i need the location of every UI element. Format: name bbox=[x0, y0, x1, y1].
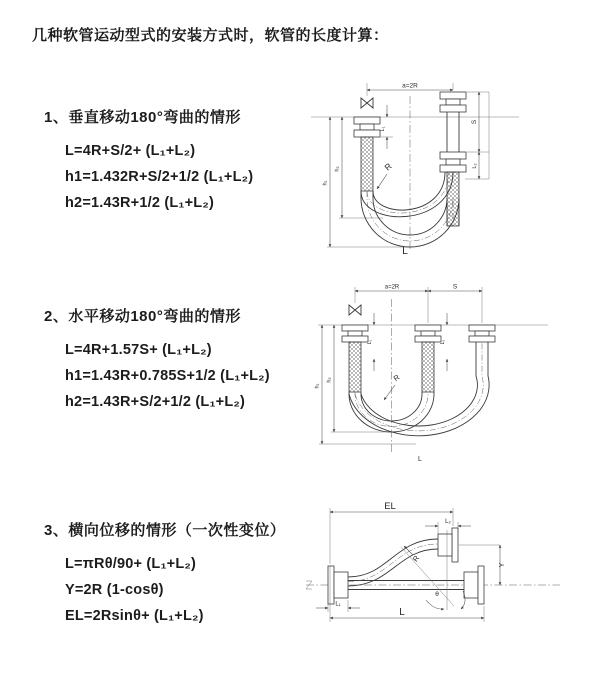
section-1-heading: 1、垂直移动180°弯曲的情形 bbox=[44, 109, 241, 126]
dim-y-label: Y bbox=[499, 562, 506, 568]
left-pipe-fitting bbox=[354, 117, 380, 191]
diagram-lateral-displacement bbox=[298, 496, 588, 658]
angle-theta-label: θ bbox=[435, 591, 439, 598]
formula-length: L=πRθ/90+ (L₁+L₂) bbox=[65, 556, 197, 572]
dim-l2-label: L₂ bbox=[440, 339, 446, 345]
radius-label: R bbox=[382, 160, 394, 173]
page-title: 几种软管运动型式的安装方式时，软管的长度计算： bbox=[32, 27, 389, 44]
hose-displaced-position bbox=[348, 539, 438, 586]
formula-h1: h1=1.43R+0.785S+1/2 (L₁+L₂) bbox=[65, 368, 270, 384]
dim-l1-label: L₁ bbox=[367, 339, 373, 345]
valve-icon bbox=[349, 305, 361, 315]
right-flange bbox=[464, 566, 484, 604]
dim-h2-label: h₂ bbox=[334, 166, 341, 172]
braided-hose-section bbox=[361, 137, 373, 191]
section-horizontal-movement bbox=[44, 305, 270, 415]
section-lateral-displacement bbox=[44, 519, 285, 629]
diagram-horizontal-movement bbox=[308, 281, 558, 469]
radius-label: R bbox=[391, 372, 402, 384]
length-label: L bbox=[399, 607, 405, 618]
formula-h2: h2=1.43R+S/2+1/2 (L₁+L₂) bbox=[65, 394, 246, 410]
dim-l2-label: L₂ bbox=[445, 519, 451, 525]
section-vertical-movement bbox=[44, 106, 253, 216]
hose-shifted-position bbox=[349, 339, 489, 436]
raised-flange bbox=[438, 528, 458, 562]
dim-h1-label: h₁ bbox=[314, 383, 321, 389]
dim-h2-label: h₂ bbox=[326, 377, 333, 383]
dim-a-2r-label: a=2R bbox=[402, 82, 418, 90]
right-pipe-fitting bbox=[469, 325, 495, 342]
dim-l1-label: L₁ bbox=[380, 126, 386, 132]
formula-length: L=4R+S/2+ (L₁+L₂) bbox=[65, 143, 196, 159]
diagram-vertical-movement bbox=[283, 76, 551, 256]
length-label: L bbox=[402, 245, 408, 256]
dim-a-2r-label: a=2R bbox=[384, 284, 400, 291]
left-flange bbox=[328, 566, 348, 604]
formula-length: L=4R+1.57S+ (L₁+L₂) bbox=[65, 342, 212, 358]
radius-label: R bbox=[410, 553, 422, 564]
dim-h1-label: h₁ bbox=[322, 180, 329, 186]
dim-el-label: EL bbox=[384, 501, 396, 512]
braided-hose-section bbox=[422, 342, 434, 392]
formula-h2: h2=1.43R+1/2 (L₁+L₂) bbox=[65, 195, 215, 211]
formula-h1: h1=1.432R+S/2+1/2 (L₁+L₂) bbox=[65, 169, 254, 185]
dim-l1-label: L₁ bbox=[335, 601, 341, 608]
length-label: L bbox=[418, 456, 422, 463]
dim-s-label: S bbox=[471, 119, 478, 125]
section-2-heading: 2、水平移动180°弯曲的情形 bbox=[44, 308, 241, 325]
dim-s-label: S bbox=[452, 283, 458, 291]
dim-l2-label: L₂ bbox=[472, 163, 478, 169]
formula-el: EL=2Rsinθ+ (L₁+L₂) bbox=[65, 608, 204, 624]
middle-pipe-fitting bbox=[415, 325, 441, 392]
braided-hose-section bbox=[349, 342, 361, 392]
valve-icon bbox=[361, 98, 373, 108]
left-pipe-fitting bbox=[342, 325, 368, 392]
formula-y: Y=2R (1-cosθ) bbox=[65, 582, 164, 598]
section-3-heading: 3、横向位移的情形（一次性变位） bbox=[44, 522, 286, 539]
